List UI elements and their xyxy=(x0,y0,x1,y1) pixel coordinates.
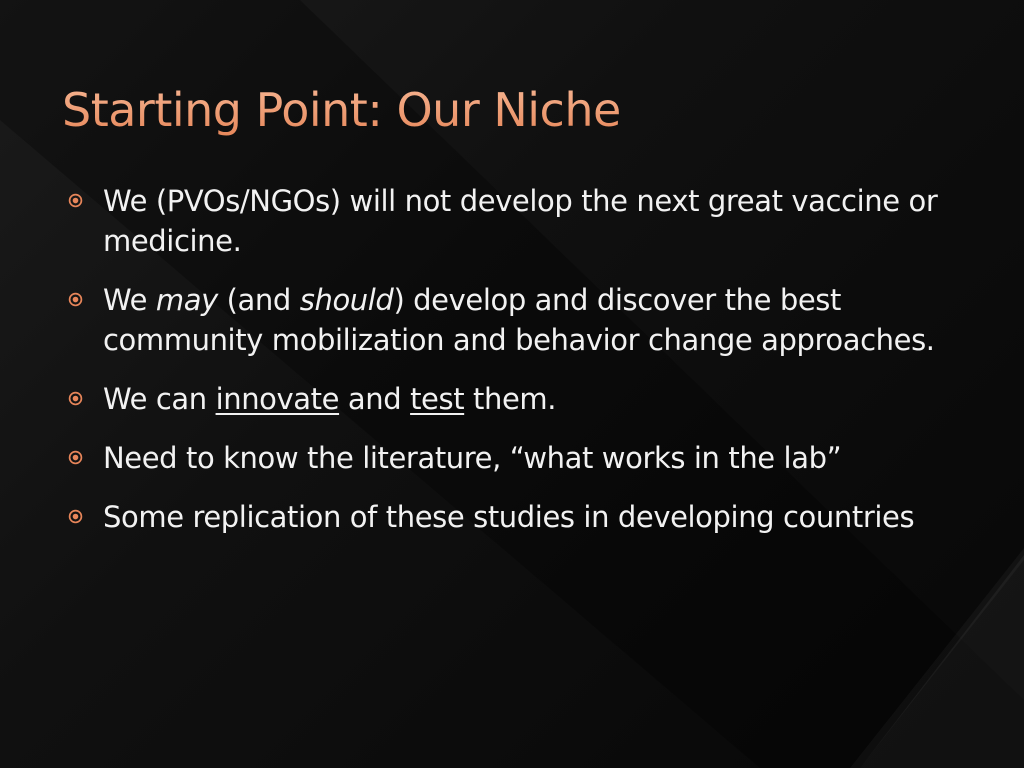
underlined-test: test xyxy=(410,382,465,416)
bullet-text-part: We xyxy=(103,283,156,317)
circled-dot-icon xyxy=(68,450,83,465)
circled-dot-icon xyxy=(68,509,83,524)
bullet-item xyxy=(68,438,973,478)
bullet-text-part: (and xyxy=(217,283,300,317)
bullet-text xyxy=(103,283,935,357)
bullet-item xyxy=(68,280,973,360)
circled-dot-icon xyxy=(68,391,83,406)
emphasis-should: should xyxy=(299,283,394,317)
circled-dot-icon xyxy=(68,193,83,208)
bullet-list xyxy=(68,181,973,556)
bullet-text xyxy=(103,382,556,416)
bullet-text: Need to know the literature, “what works in the lab” xyxy=(103,441,842,475)
slide-title: Starting Point: Our Niche xyxy=(62,80,621,140)
bullet-text-part: and xyxy=(339,382,411,416)
bullet-text-part: We can xyxy=(103,382,216,416)
bullet-text: We (PVOs/NGOs) will not develop the next great vaccine or medicine. xyxy=(103,184,938,258)
bullet-item xyxy=(68,497,973,537)
emphasis-may: may xyxy=(155,283,218,317)
bullet-text-part: them. xyxy=(464,382,557,416)
bullet-item xyxy=(68,379,973,419)
bullet-item xyxy=(68,181,973,261)
underlined-innovate: innovate xyxy=(215,382,340,416)
bullet-text-part: ) develop and discover the best community mobilization and behavior change approaches. xyxy=(103,283,935,357)
bullet-text: Some replication of these studies in developing countries xyxy=(103,500,915,534)
circled-dot-icon xyxy=(68,292,83,307)
